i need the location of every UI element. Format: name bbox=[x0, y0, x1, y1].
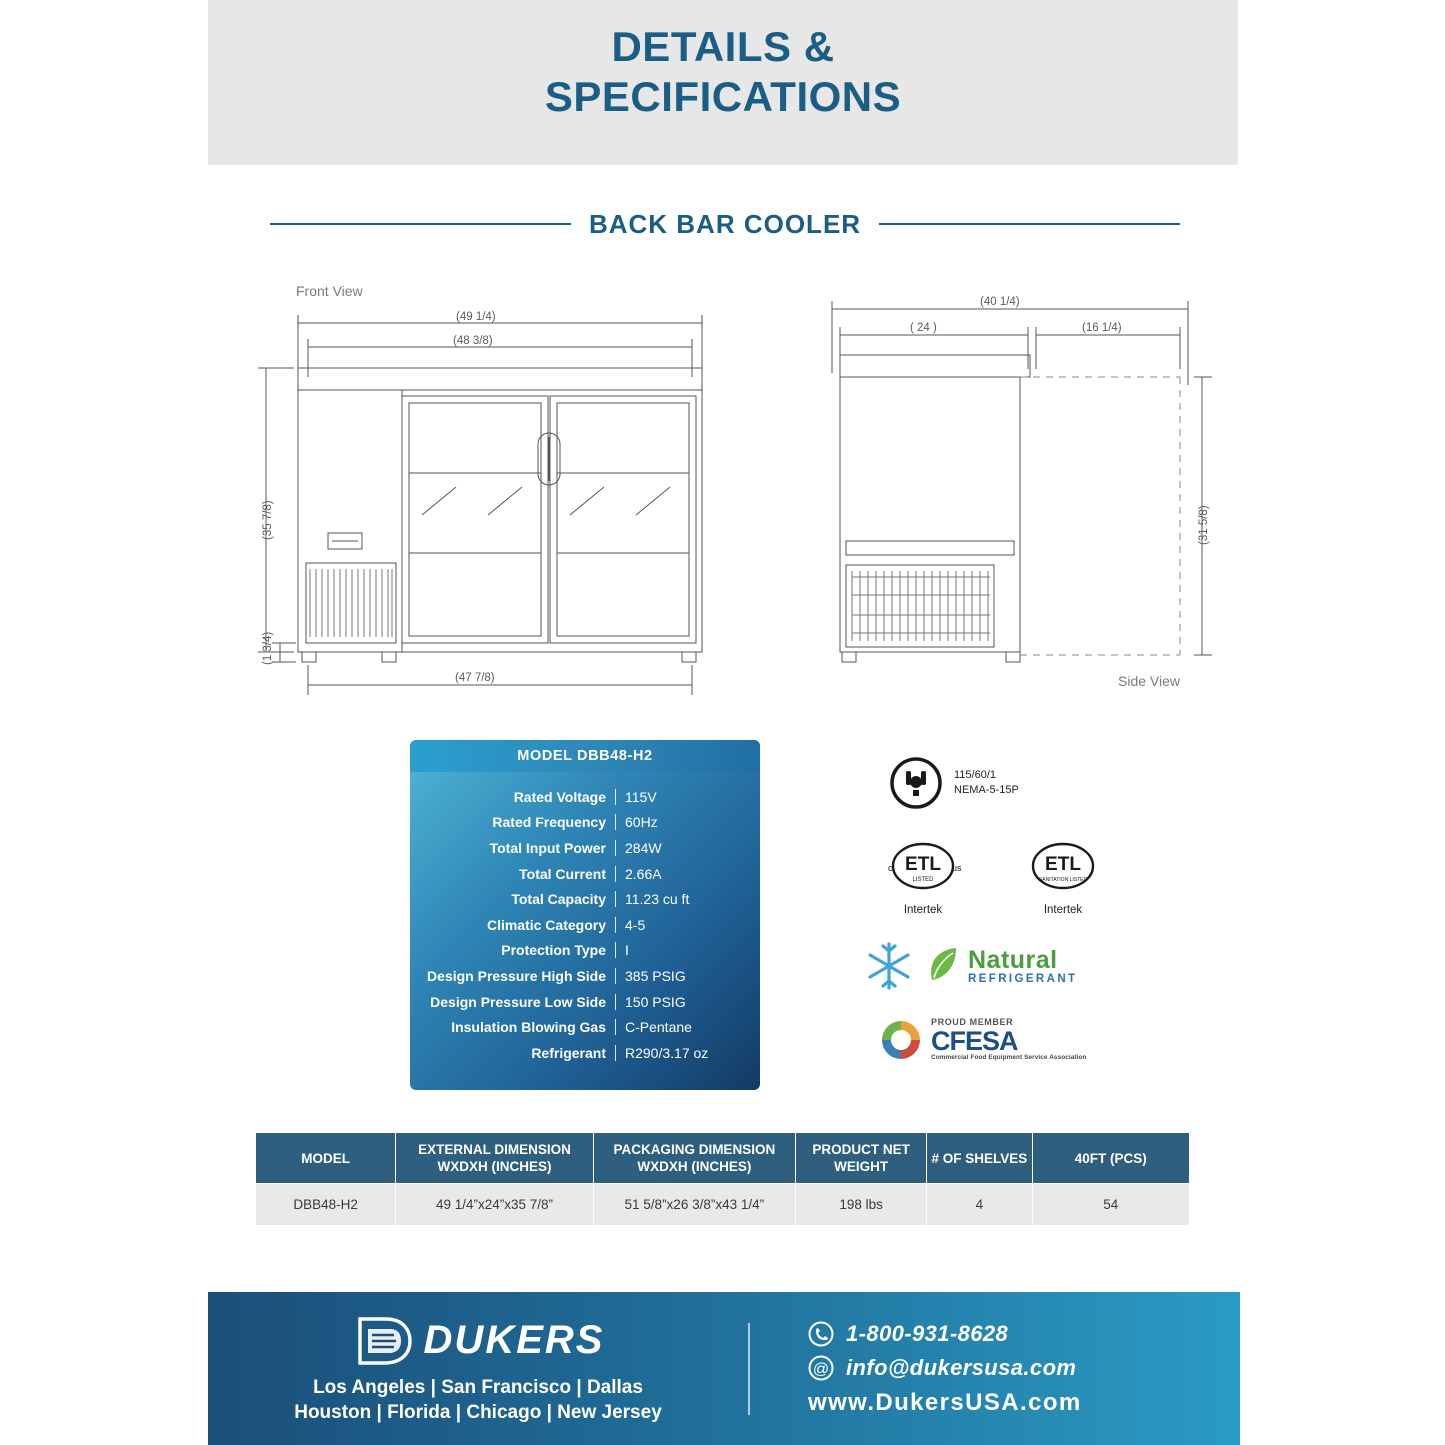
spec-key: Climatic Category bbox=[486, 916, 606, 933]
spec-value: I bbox=[615, 942, 760, 958]
th-40ft: 40FT (PCS) bbox=[1032, 1133, 1189, 1184]
spec-key: Total Current bbox=[519, 865, 606, 882]
natural-refrigerant-text bbox=[968, 947, 1077, 985]
spec-key: Total Input Power bbox=[489, 839, 606, 856]
cell-net-weight: 198 lbs bbox=[795, 1184, 926, 1226]
etl-badge bbox=[882, 840, 964, 916]
cell-shelves: 4 bbox=[927, 1184, 1032, 1226]
dukers-logo-icon bbox=[352, 1313, 412, 1369]
spec-key: Rated Voltage bbox=[513, 788, 606, 805]
specification-card bbox=[410, 740, 760, 1090]
cfesa-swirl-icon bbox=[878, 1017, 924, 1063]
rule-right bbox=[879, 223, 1180, 225]
footer-brand-block bbox=[208, 1313, 748, 1425]
dim-door-swing: (16 1/4) bbox=[1082, 322, 1122, 334]
spec-key: Refrigerant bbox=[531, 1044, 606, 1061]
spec-key: Design Pressure Low Side bbox=[430, 993, 606, 1010]
spec-row bbox=[410, 963, 760, 989]
spec-row bbox=[410, 861, 760, 887]
spec-row bbox=[410, 784, 760, 810]
dim-cabinet-depth: ( 24 ) bbox=[910, 322, 937, 334]
spec-value: 150 PSIG bbox=[615, 994, 760, 1010]
spec-row bbox=[410, 912, 760, 938]
etl-brand-name: Intertek bbox=[1043, 904, 1083, 916]
footer-contact-block bbox=[750, 1321, 1240, 1417]
spec-value: C-Pentane bbox=[615, 1019, 760, 1035]
dim-overall-depth: (40 1/4) bbox=[980, 296, 1020, 308]
email-row[interactable] bbox=[808, 1355, 1240, 1381]
brand-row bbox=[208, 1313, 748, 1369]
footer bbox=[208, 1292, 1240, 1445]
cell-packaging-dimension: 51 5/8”x26 3/8”x43 1/4” bbox=[593, 1184, 795, 1226]
plug-badge bbox=[890, 757, 1019, 809]
front-view-label: Front View bbox=[296, 283, 363, 299]
cfesa-badge bbox=[878, 1017, 1128, 1063]
cell-model: DBB48-H2 bbox=[256, 1184, 396, 1226]
side-view-label: Side View bbox=[1118, 673, 1181, 689]
natural-refrigerant-badge bbox=[860, 935, 1150, 997]
dim-front-height: (35 7/8) bbox=[262, 500, 274, 540]
svg-text:ETL: ETL bbox=[1045, 854, 1081, 875]
footer-cities-line2: Houston | Florida | Chicago | New Jersey bbox=[294, 1401, 662, 1423]
spec-value: 115V bbox=[615, 789, 760, 805]
th-model: MODEL bbox=[256, 1133, 396, 1184]
svg-text:ETL: ETL bbox=[905, 854, 941, 875]
product-data-table bbox=[255, 1132, 1190, 1226]
table-header-row bbox=[256, 1133, 1190, 1184]
etl-badges bbox=[882, 840, 1104, 916]
cell-external-dimension: 49 1/4”x24”x35 7/8” bbox=[396, 1184, 593, 1226]
cfesa-line2: CFESA bbox=[931, 1025, 1018, 1056]
phone-icon bbox=[808, 1321, 834, 1347]
spec-value: 2.66A bbox=[615, 866, 760, 882]
svg-text:us: us bbox=[952, 863, 962, 873]
spec-rows bbox=[410, 772, 760, 1066]
brand-name: DUKERS bbox=[423, 1318, 605, 1362]
etl-badge bbox=[1022, 840, 1104, 916]
spec-value: 60Hz bbox=[615, 814, 760, 830]
cfesa-line3: Commercial Food Equipment Service Association bbox=[931, 1054, 1087, 1062]
natref-line2: REFRIGERANT bbox=[968, 973, 1078, 986]
spec-value: 11.23 cu ft bbox=[615, 891, 760, 907]
cfesa-text bbox=[931, 1018, 1087, 1061]
section-title: BACK BAR COOLER bbox=[588, 208, 862, 239]
certification-badges bbox=[860, 745, 1190, 1095]
spec-row bbox=[410, 886, 760, 912]
spec-key: Protection Type bbox=[501, 942, 606, 959]
cell-40ft: 54 bbox=[1032, 1184, 1189, 1226]
phone-text: 1-800-931-8628 bbox=[846, 1320, 1009, 1346]
plug-text bbox=[954, 768, 1019, 798]
etl-brand-name: Intertek bbox=[903, 904, 943, 916]
spec-row bbox=[410, 835, 760, 861]
plug-line1: 115/60/1 bbox=[954, 769, 997, 781]
spec-key: Total Capacity bbox=[511, 891, 606, 908]
svg-text:SANITATION LISTED: SANITATION LISTED bbox=[1038, 877, 1088, 883]
svg-text:LISTED: LISTED bbox=[912, 877, 934, 883]
phone-row[interactable] bbox=[808, 1321, 1240, 1347]
svg-text:c: c bbox=[888, 863, 893, 873]
spec-row bbox=[410, 938, 760, 964]
spec-value: 284W bbox=[615, 840, 760, 856]
spec-card-title: MODEL DBB48-H2 bbox=[410, 740, 760, 772]
spec-key: Insulation Blowing Gas bbox=[451, 1019, 606, 1036]
website-text[interactable]: www.DukersUSA.com bbox=[808, 1388, 1082, 1416]
cfesa-line1: PROUD MEMBER bbox=[931, 1017, 1014, 1028]
dim-leg-height: (1 3/4) bbox=[262, 631, 274, 665]
spec-row bbox=[410, 1040, 760, 1066]
nema-plug-icon bbox=[890, 757, 942, 809]
footer-cities-line1: Los Angeles | San Francisco | Dallas bbox=[313, 1376, 643, 1398]
th-external-dimension: EXTERNAL DIMENSION WXDXH (INCHES) bbox=[396, 1133, 593, 1184]
plug-line2: NEMA-5-15P bbox=[954, 784, 1019, 796]
page-title-line1: DETAILS & bbox=[611, 23, 835, 70]
spec-value: 385 PSIG bbox=[615, 968, 760, 984]
at-sign-icon bbox=[808, 1355, 834, 1381]
svg-text:@: @ bbox=[812, 1360, 830, 1378]
email-text: info@dukersusa.com bbox=[846, 1354, 1077, 1380]
etl-listed-icon bbox=[882, 840, 964, 896]
snowflake-icon bbox=[860, 937, 918, 995]
technical-drawings bbox=[250, 265, 1230, 720]
spec-key: Design Pressure High Side bbox=[427, 967, 606, 984]
spec-row bbox=[410, 989, 760, 1015]
dim-base-width: (47 7/8) bbox=[455, 672, 495, 684]
table-row bbox=[256, 1184, 1190, 1226]
th-packaging-dimension: PACKAGING DIMENSION WXDXH (INCHES) bbox=[593, 1133, 795, 1184]
spec-key: Rated Frequency bbox=[492, 814, 606, 831]
leaf-icon bbox=[926, 942, 960, 990]
spec-row bbox=[410, 1014, 760, 1040]
page-title bbox=[208, 22, 1238, 122]
spec-value: R290/3.17 oz bbox=[615, 1045, 760, 1061]
th-net-weight: PRODUCT NET WEIGHT bbox=[795, 1133, 926, 1184]
natref-line1: Natural bbox=[968, 945, 1058, 974]
page-title-line2: SPECIFICATIONS bbox=[544, 73, 902, 120]
dim-cabinet-width: (48 3/8) bbox=[453, 335, 493, 347]
spec-row bbox=[410, 810, 760, 836]
spec-value: 4-5 bbox=[615, 917, 760, 933]
th-shelves: # OF SHELVES bbox=[927, 1133, 1032, 1184]
dim-overall-width: (49 1/4) bbox=[456, 311, 496, 323]
rule-left bbox=[270, 223, 571, 225]
etl-sanitation-icon bbox=[1022, 840, 1104, 896]
section-title-row bbox=[270, 202, 1180, 246]
dim-side-height: (31 5/8) bbox=[1198, 505, 1210, 545]
